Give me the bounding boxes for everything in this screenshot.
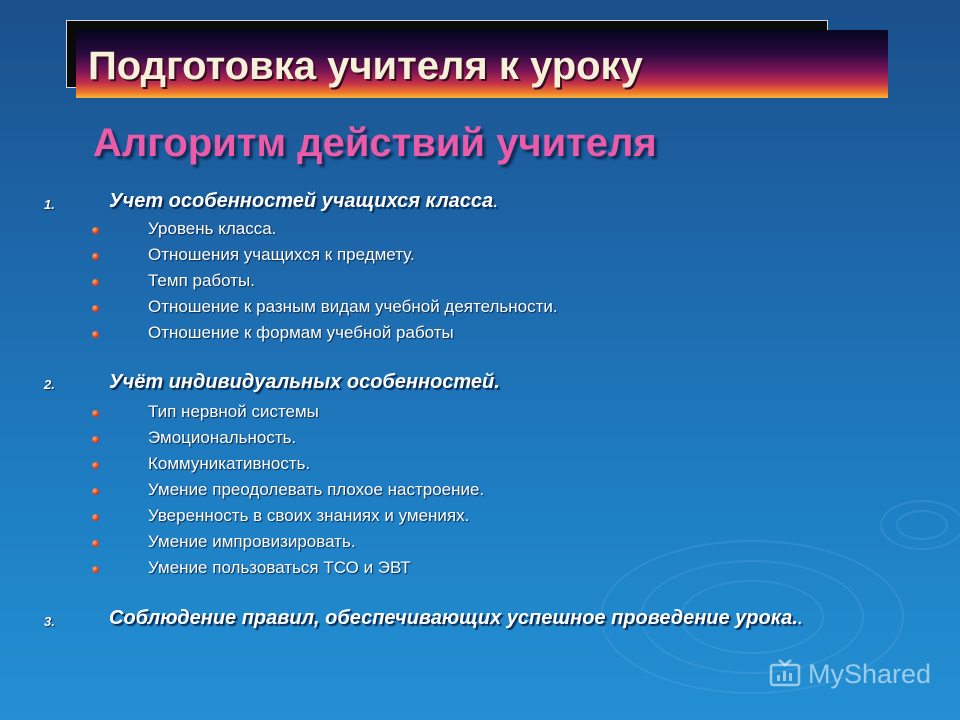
ripple-decoration [896,510,948,540]
bullet-icon [92,436,99,443]
bullet-icon [92,253,99,260]
watermark [768,654,931,694]
list-item: Коммуникативность. [148,454,311,473]
section-number: 2. [44,377,55,392]
list-item: Эмоциональность. [148,428,297,447]
bullet-icon [92,279,99,286]
slide-subtitle: Алгоритм действий учителя [93,121,657,165]
section-number: 1. [44,197,55,212]
section-title: Соблюдение правил, обеспечивающих успешное проведение урока.. [109,607,804,629]
section-title: Учет особенностей учащихся класса. [109,190,499,212]
section-title: Учёт индивидуальных особенностей. [109,371,500,393]
list-item: Умение импровизировать. [148,532,356,551]
watermark-text: MyShared [808,658,932,689]
bullet-icon [92,410,99,417]
list-item: Отношение к формам учебной работы [148,323,454,342]
bullet-icon [92,331,99,338]
bullet-icon [92,488,99,495]
list-item: Уровень класса. [148,219,277,238]
list-item: Умение преодолевать плохое настроение. [148,480,485,499]
slide-title: Подготовка учителя к уроку [88,44,643,88]
bullet-icon [92,462,99,469]
bullet-icon [92,540,99,547]
myshared-logo-icon [768,657,802,691]
list-item: Отношение к разным видам учебной деятельности. [148,297,558,316]
list-item: Тип нервной системы [148,402,319,421]
bullet-icon [92,566,99,573]
list-item: Умение пользоваться ТСО и ЭВТ [148,558,411,577]
list-item: Уверенность в своих знаниях и умениях. [148,506,470,525]
bullet-icon [92,305,99,312]
list-item: Темп работы. [148,271,255,290]
bullet-icon [92,227,99,234]
bullet-icon [92,514,99,521]
list-item: Отношения учащихся к предмету. [148,245,415,264]
section-number: 3. [44,614,55,629]
